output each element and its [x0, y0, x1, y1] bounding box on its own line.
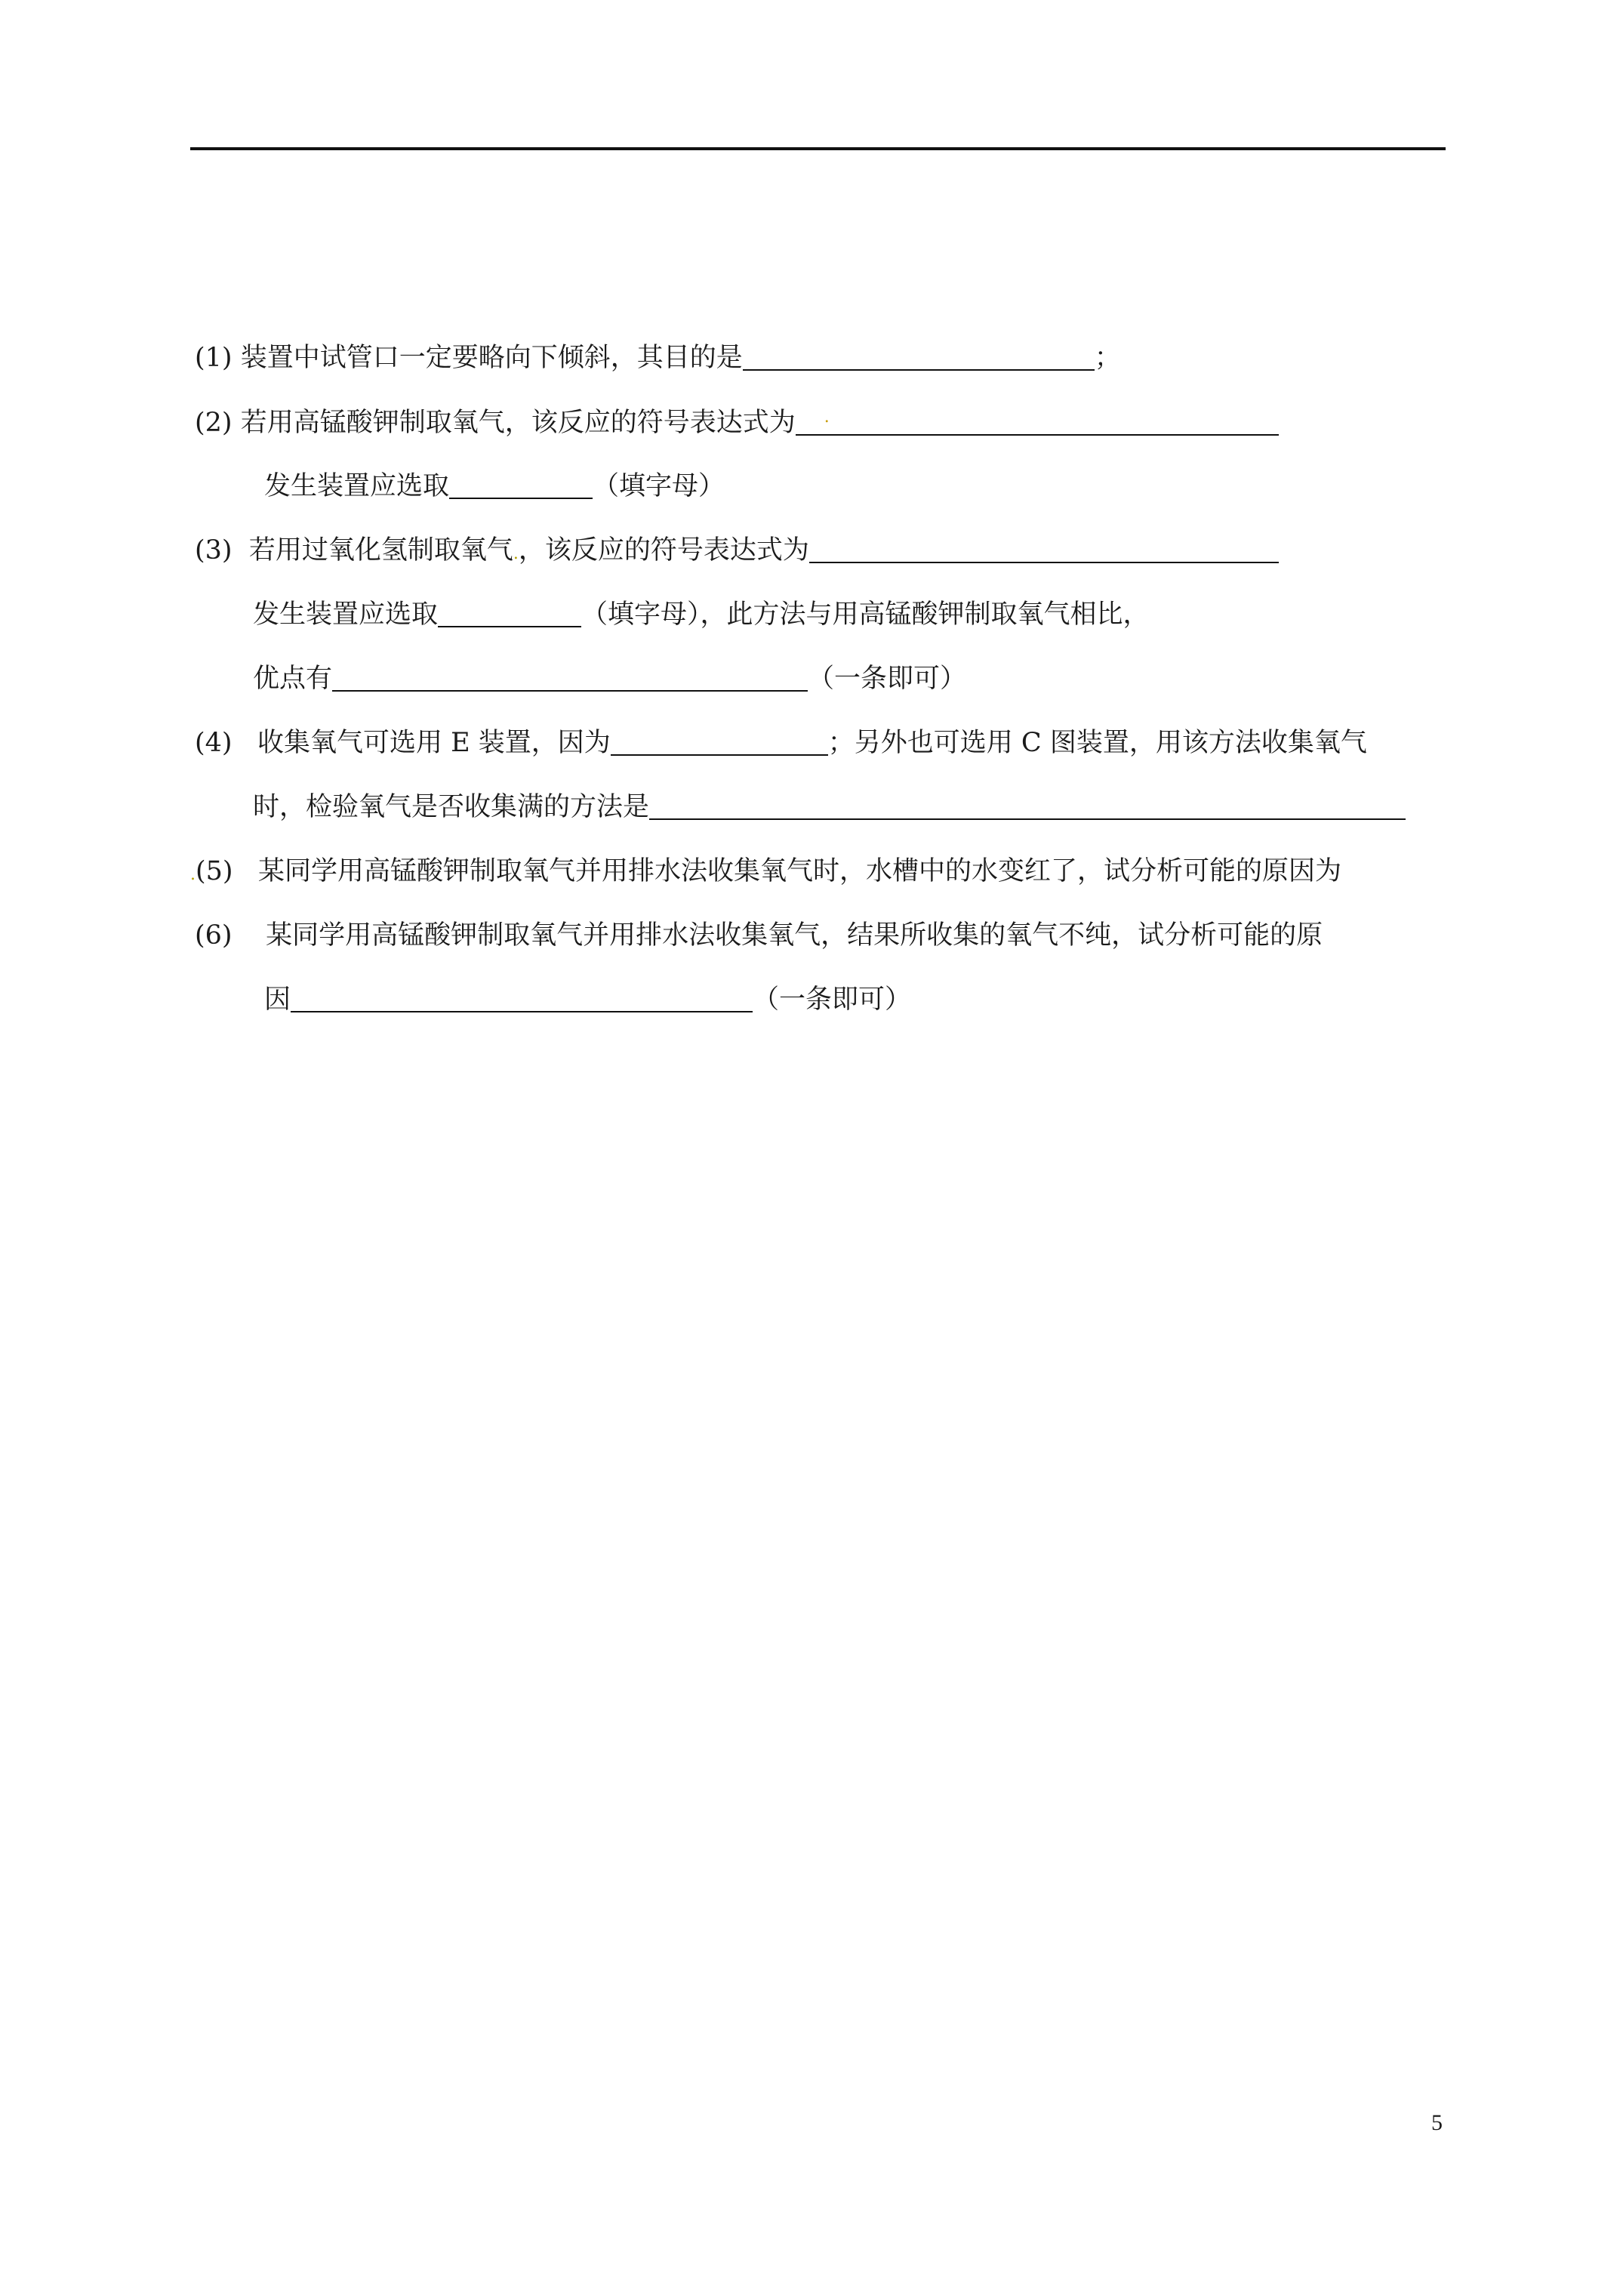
stray-mark: .	[513, 544, 519, 563]
question-5	[190, 855, 1341, 892]
question-4-line2: 时，检验氧气是否收集满的方法是	[253, 791, 1406, 824]
question-2	[195, 406, 1279, 439]
question-3-line2: 发生装置应选取 （填字母），此方法与用高锰酸钾制取氧气相比，	[253, 599, 1150, 630]
question-6-line2: 因 （一条即可）	[264, 985, 912, 1015]
answer-blank[interactable]	[611, 729, 828, 756]
answer-blank[interactable]	[649, 793, 1406, 820]
question-text: 某同学用高锰酸钾制取氧气并用排水法收集氧气时，水槽中的水变红了，试分析可能的原因为	[257, 856, 1341, 886]
question-text: 若用高锰酸钾制取氧气，该反应的符号表达式为	[240, 408, 796, 438]
stray-mark: .	[824, 408, 830, 427]
answer-blank[interactable]	[809, 536, 1279, 563]
question-2-line2: 发生装置应选取 （填字母）	[264, 471, 725, 501]
answer-blank[interactable]	[332, 664, 808, 692]
stray-mark: .	[190, 865, 196, 884]
header-rule	[190, 147, 1446, 150]
question-number: (5)	[196, 856, 233, 886]
answer-blank[interactable]	[438, 600, 581, 627]
question-6	[195, 919, 1323, 952]
answer-blank[interactable]	[449, 472, 593, 499]
question-text: 某同学用高锰酸钾制取氧气并用排水法收集氧气，结果所收集的氧气不纯，试分析可能的原	[266, 920, 1323, 951]
question-text: 装置中试管口一定要略向下倾斜，其目的是	[240, 343, 743, 373]
answer-blank[interactable]	[291, 985, 753, 1012]
question-text: 若用过氧化氢制取氧气	[248, 535, 513, 566]
question-4: (4) 收集氧气可选用 E 装置，因为 ；另外也可选用 C 图装置，用该方法收集氧气	[195, 728, 1367, 758]
answer-blank[interactable]	[743, 344, 1095, 371]
page-number: 5	[1431, 2110, 1443, 2135]
question-number: (4)	[195, 728, 233, 758]
question-number: (2)	[195, 408, 233, 438]
question-number: (6)	[195, 920, 233, 951]
question-3-line3: 优点有 （一条即可）	[253, 664, 967, 694]
answer-blank[interactable]	[796, 408, 1279, 436]
question-number: (3)	[195, 535, 233, 566]
question-1: (1) 装置中试管口一定要略向下倾斜，其目的是 ；	[195, 343, 1121, 373]
question-text: 收集氧气可选用 E 装置，因为	[257, 728, 611, 758]
question-number: (1)	[195, 343, 233, 373]
question-3: (3) 若用过氧化氢制取氧气.，该反应的符号表达式为	[195, 534, 1279, 571]
